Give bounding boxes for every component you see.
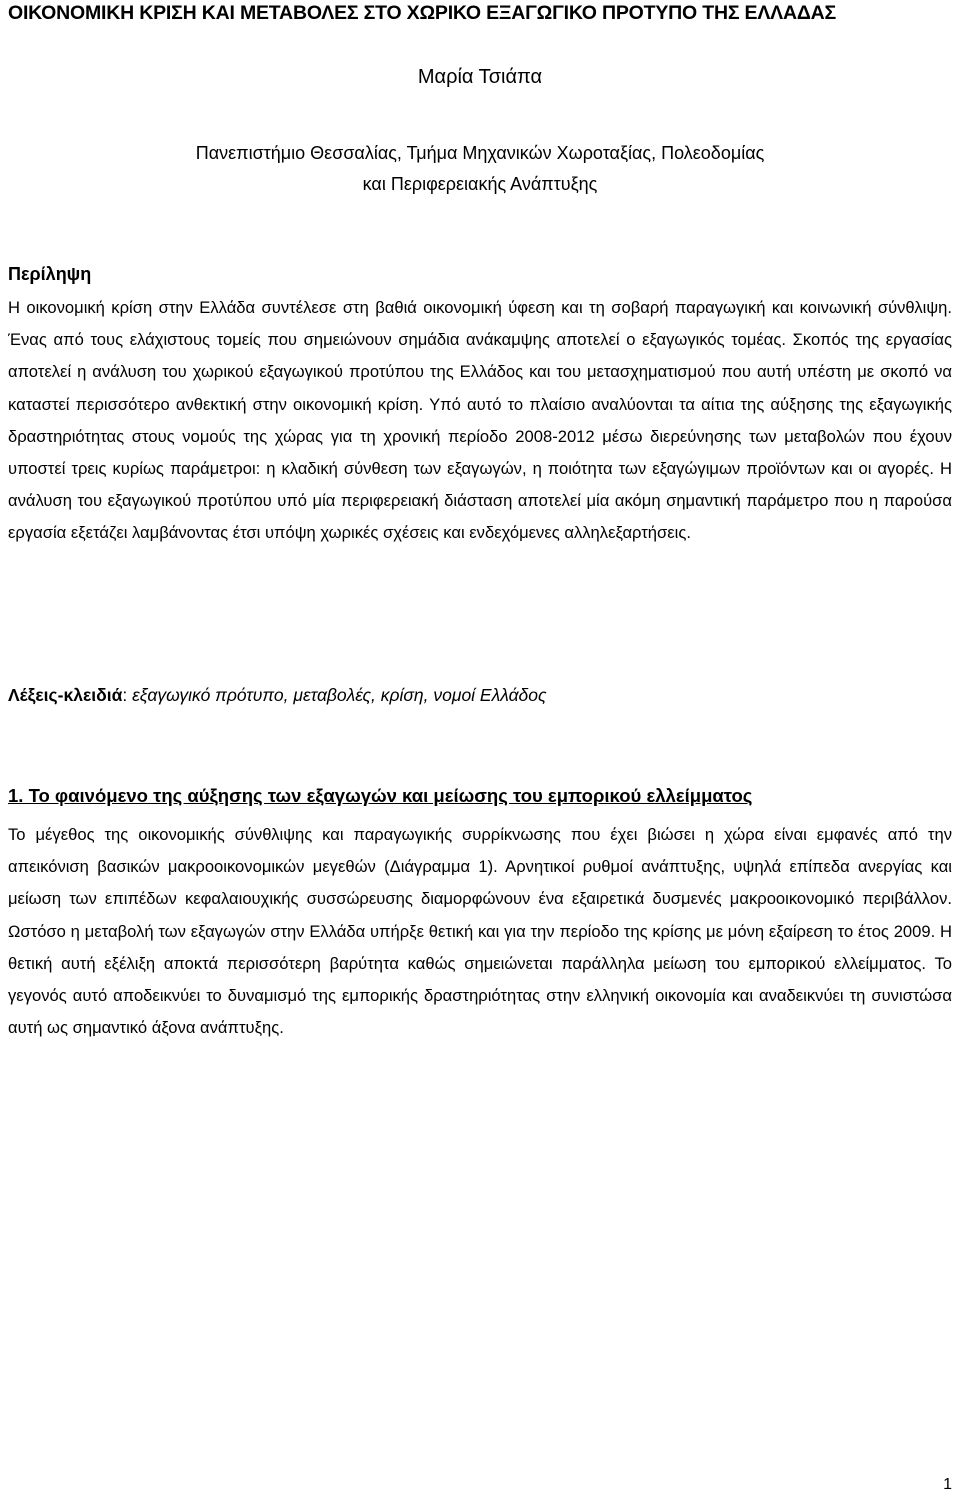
author-name: Μαρία Τσιάπα <box>417 66 543 88</box>
keywords-separator: : <box>122 685 133 705</box>
section-1-heading: 1. Το φαινόμενο της αύξησης των εξαγωγών και μείωσης του εμπορικού ελλείμματος <box>8 785 753 806</box>
paper-title: ΟΙΚΟΝΟΜΙΚΗ ΚΡΙΣΗ ΚΑΙ ΜΕΤΑΒΟΛΕΣ ΣΤΟ ΧΩΡΙΚΟ ΕΞΑΓΩΓΙΚΟ ΠΡΟΤΥΠΟ ΤΗΣ ΕΛΛΑΔΑΣ <box>8 2 837 24</box>
page-number: 1 <box>943 1476 952 1493</box>
section-1-paragraph: Το μέγεθος της οικονομικής σύνθλιψης και παραγωγικής συρρίκνωσης που έχει βιώσει η χώρα είναι εμφανές από την απεικόνιση βασικών μακροοικονομικών μεγεθών (Διάγραμμα 1). Αρνητικοί ρυθμοί ανάπτυξης, υψηλά επίπεδα ανεργίας και μείωση των επιπέδων κεφαλαιουχικής συσσώρευσης διαμορφώνουν ένα εξαιρετικά δυσμενές μακροοικονομικό περιβάλλον. Ωστόσο η μεταβολή των εξαγωγών στην Ελλάδα υπήρξε θετική και για την περίοδο της κρίσης με μόνη εξαίρεση το έτος 2009. Η θετική αυτή εξέλιξη αποκτά περισσότερη βαρύτητα καθώς σημειώνεται παράλληλα μείωση του εμπορικού ελλείμματος. Το γεγονός αυτό αποδεικνύει το δυναμισμό της εμπορικής δραστηριότητας στην ελληνική οικονομία και αναδεικνύει τη συνιστώσα αυτή ως σημαντικό άξονα ανάπτυξης. <box>8 825 952 1038</box>
keywords-label: Λέξεις-κλειδιά <box>8 685 123 705</box>
affiliation-line-1: Πανεπιστήμιο Θεσσαλίας, Τμήμα Μηχανικών Χωροταξίας, Πολεοδομίας <box>195 143 765 163</box>
author-affiliation <box>0 138 960 200</box>
abstract-paragraph: Η οικονομική κρίση στην Ελλάδα συντέλεσε στη βαθιά οικονομική ύφεση και τη σοβαρή παραγωγική και κοινωνική σύνθλιψη. Ένας από τους ελάχιστους τομείς που σημειώνουν σημάδια ανάκαμψης αποτελεί ο εξαγωγικός τομέας. Σκοπός της εργασίας αποτελεί η ανάλυση του χωρικού εξαγωγικού προτύπου της Ελλάδος και του μετασχηματισμού που αυτή υπέστη με σκοπό να καταστεί περισσότερο ανθεκτική στην οικονομική κρίση. Υπό αυτό το πλαίσιο αναλύονται τα αίτια της αύξησης της εξαγωγικής δραστηριότητας στους νομούς της χώρας για τη χρονική περίοδο 2008-2012 μέσω διερεύνησης των μεταβολών που έχουν υποστεί τρεις κυρίως παράμετροι: η κλαδική σύνθεση των εξαγωγών, η ποιότητα των εξαγώγιμων προϊόντων και οι αγορές. Η ανάλυση του εξαγωγικού προτύπου υπό μία περιφερειακή διάσταση αποτελεί μία ακόμη σημαντική παράμετρο που η παρούσα εργασία εξετάζει λαμβάνοντας έτσι υπόψη χωρικές σχέσεις και ενδεχόμενες αλληλεξαρτήσεις. <box>8 298 952 543</box>
keywords-values: εξαγωγικό πρότυπο, μεταβολές, κρίση, νομοί Ελλάδος <box>132 685 547 705</box>
keywords-line <box>8 685 547 706</box>
abstract-heading: Περίληψη <box>8 264 92 284</box>
affiliation-line-2: και Περιφερειακής Ανάπτυξης <box>362 174 598 194</box>
